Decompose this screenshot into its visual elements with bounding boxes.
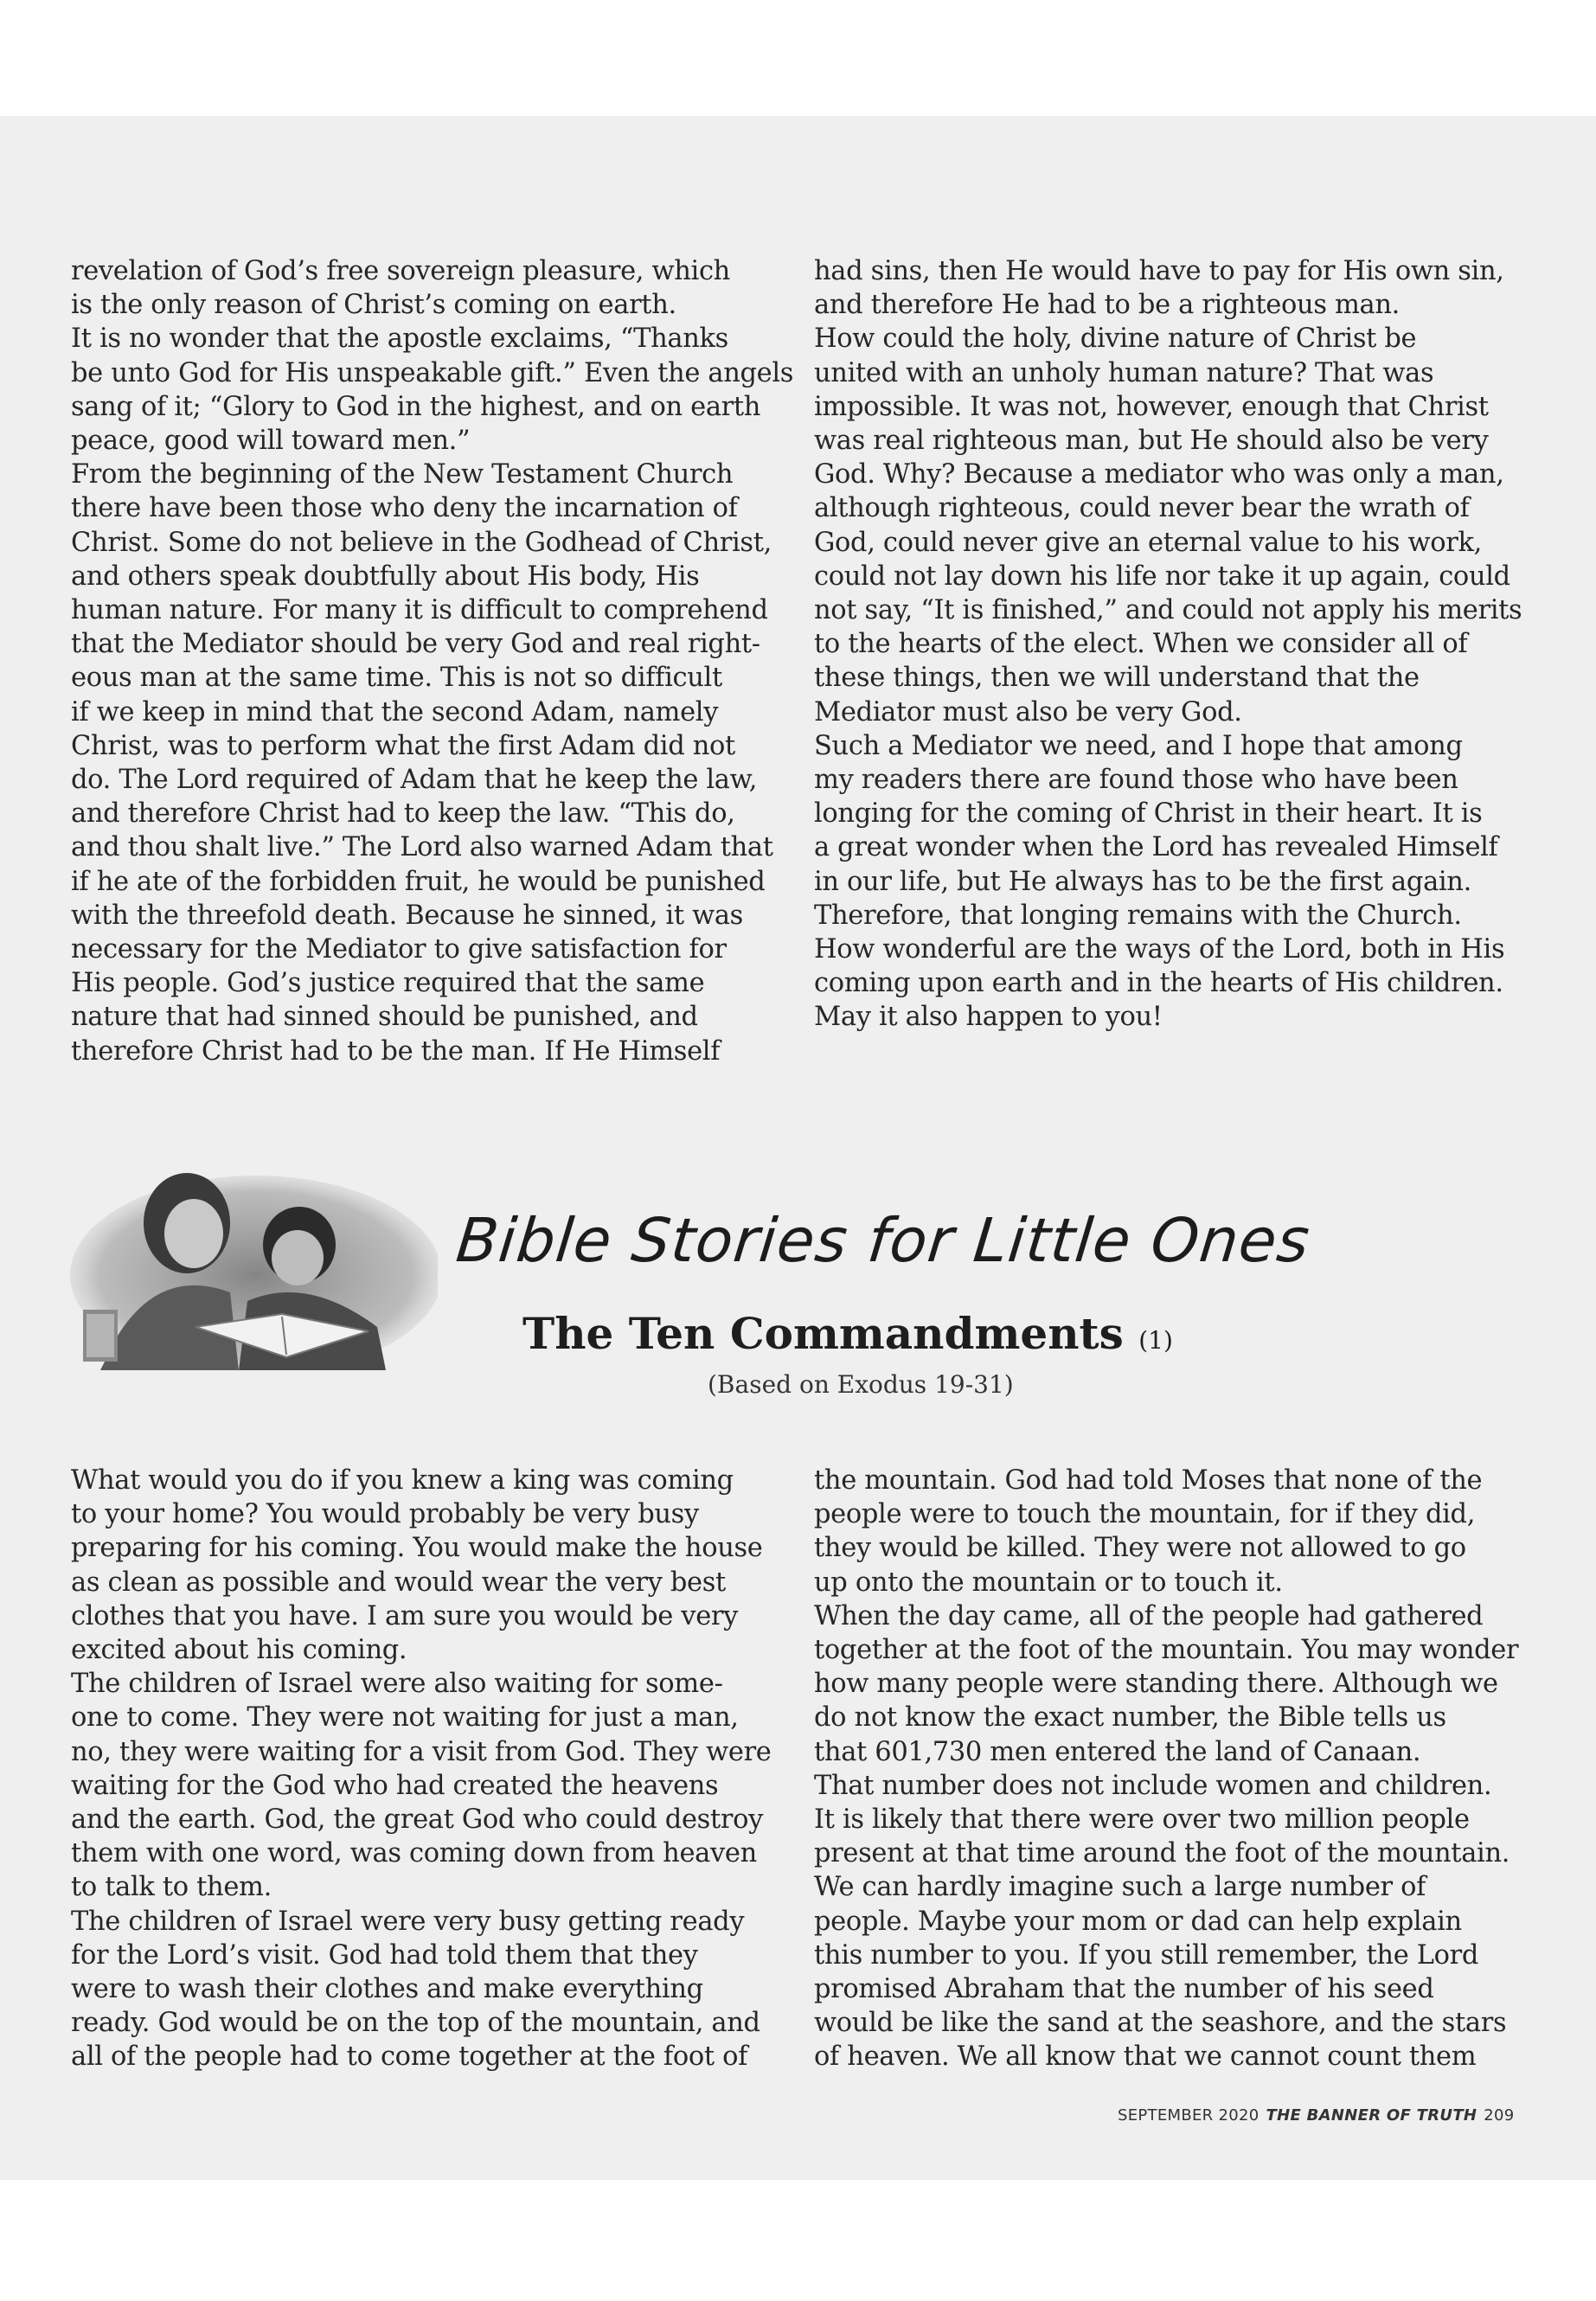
story-title-text: The Ten Commandments: [522, 1308, 1124, 1359]
paragraph: the mountain. God had told Moses that none of the people were to touch the mountain, for if they did, they would be killed. They were not allowed to go up onto the mountain or to touch it.: [814, 1465, 1483, 1598]
page-background: [0, 116, 1596, 2180]
issue-date: SEPTEMBER 2020: [1118, 2106, 1259, 2125]
article-right-column: [814, 254, 1541, 1035]
children-reading-illustration: [66, 1163, 438, 1370]
page-number: 209: [1484, 2106, 1515, 2125]
paragraph: What would you do if you knew a king was coming to your home? You would probably be very busy preparing for his coming. You would make the house as clean as possible and would wear the very best clothes that you have. I am sure you would be very excited about his coming.: [71, 1465, 763, 1666]
page-footer: [1118, 2106, 1515, 2125]
story-title: [522, 1308, 1173, 1367]
paragraph: The children of Israel were very busy getting ready for the Lord’s visit. God had told them that they were to wash their clothes and make everything ready. God would be on the top of the mountain, and all of the people had to come together at the foot of: [71, 1906, 760, 2073]
story-subtitle: (Based on Exodus 19-31): [708, 1370, 1014, 1399]
article-left-column: [71, 254, 798, 1068]
paragraph: The children of Israel were also waiting for some- one to come. They were not waiting for just a man, no, they were waiting for a visit from God. They were waiting for the God who had created the heavens and the earth. God, the great God who could destroy them with one word, was coming down from heaven to talk to them.: [71, 1669, 772, 1903]
paragraph: How could the holy, divine nature of Christ be united with an unholy human nature? That was impossible. It was not, however, enough that Christ was real righteous man, but He should also be very God. Why? Because a mediator who was only a man, although righteous, could never bear the wrath of God, could never give an eternal value to his work, could not lay down his life nor take it up again, could not say, “It is finished,” and could not apply his merits to the hearts of the elect. When we consider all of these things, then we will understand that the Mediator must also be very God.: [814, 324, 1522, 727]
story-right-column: [814, 1464, 1541, 2074]
paragraph: revelation of God’s free sovereign pleasure, which is the only reason of Christ’s coming on earth.: [71, 256, 730, 321]
paragraph: had sins, then He would have to pay for His own sin, and therefore He had to be a righteous man.: [814, 256, 1504, 321]
story-left-column: [71, 1464, 798, 2074]
paragraph: Such a Mediator we need, and I hope that among my readers there are found those who have been longing for the coming of Christ in their heart. It is a great wonder when the Lord has revealed Himself in our life, but He always has to be the first again. Therefore, that longing remains with the Church. How wonderful are the ways of the Lord, both in His coming upon earth and in the hearts of His children. May it also happen to you!: [814, 730, 1505, 1033]
paragraph: When the day came, all of the people had gathered together at the foot of the mountain. You may wonder how many people were standing there. Although we do not know the exact number, the Bible tells us that 601,730 men entered the land of Canaan. That number does not include women and children. It is likely that there were over two million people present at that time around the foot of the mountain. We can hardly imagine such a large number of people. Maybe your mom or dad can help explain this number to you. If you still remember, the Lord promised Abraham that the number of his seed would be like the sand at the seashore, and the stars of heaven. We all know that we cannot count them: [814, 1600, 1519, 2073]
story-part-number: (1): [1138, 1326, 1173, 1355]
publication-name: THE BANNER OF TRUTH: [1266, 2106, 1477, 2125]
paragraph: From the beginning of the New Testament Church there have been those who deny the incarnation of Christ. Some do not believe in the Godhead of Christ, and others speak doubtfully about His body, His human nature. For many it is difficult to comprehend that the Mediator should be very God and real right- eous man at the same time. This is not so difficult if we keep in mind that the second Adam, namely Christ, was to perform what the first Adam did not do. The Lord required of Adam that he keep the law, and therefore Christ had to keep the law. “This do, and thou shalt live.” The Lord also warned Adam that if he ate of the forbidden fruit, he would be punished with the threefold death. Because he sinned, it was necessary for the Mediator to give satisfaction for His people. God’s justice required that the same nature that had sinned should be punished, and therefore Christ had to be the man. If He Himself: [71, 459, 773, 1067]
series-title: Bible Stories for Little Ones: [452, 1205, 1314, 1276]
paragraph: It is no wonder that the apostle exclaims, “Thanks be unto God for His unspeakable gift.” Even the angels sang of it; “Glory to God in the highest, and on earth peace, good will toward men.”: [71, 324, 794, 457]
